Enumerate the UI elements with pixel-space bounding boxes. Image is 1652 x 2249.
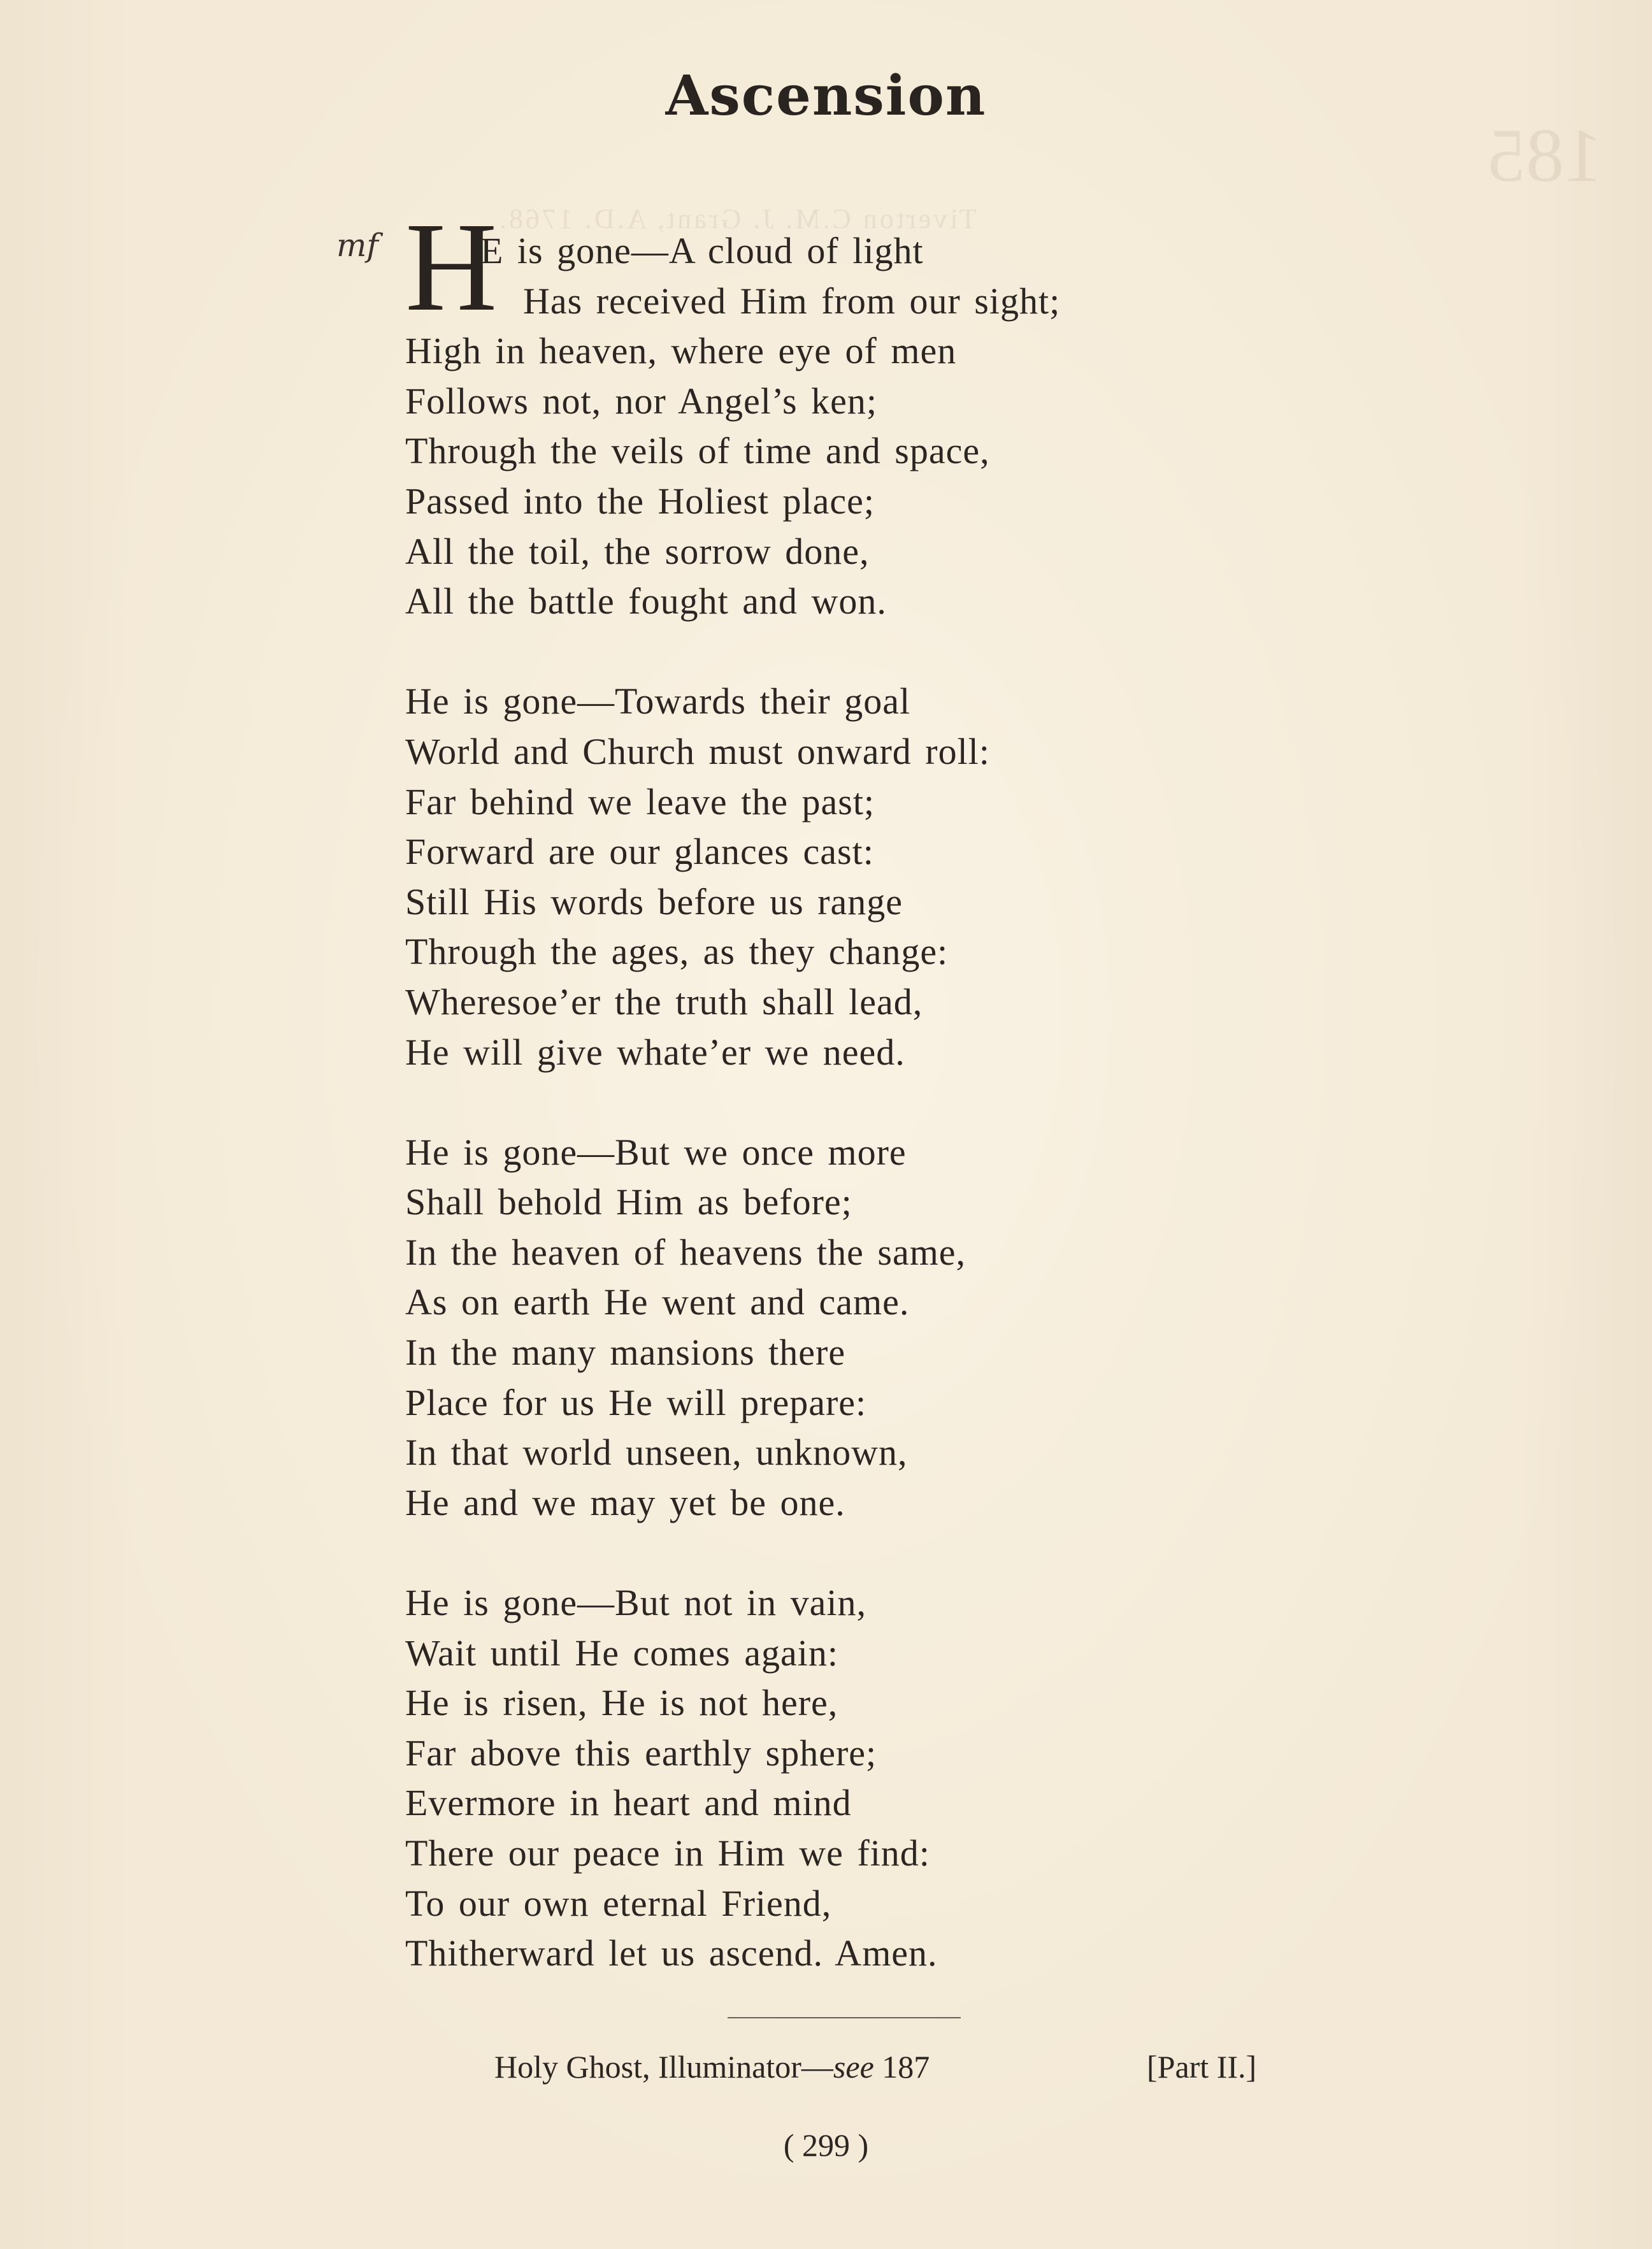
- verse-line: He is gone—But not in vain,: [405, 1582, 866, 1624]
- show-through-line: Tiverton C.M. J. Grant, A.D. 1768.: [497, 203, 977, 234]
- verse-line: E is gone—A cloud of light: [480, 230, 924, 271]
- verse-line: He and we may yet be one.: [405, 1481, 845, 1523]
- stanza-3: [405, 1128, 1297, 1528]
- verse-line: There our peace in Him we find:: [405, 1832, 930, 1874]
- verse-line: In that world unseen, unknown,: [405, 1432, 908, 1474]
- verse-line: Shall behold Him as before;: [405, 1181, 852, 1223]
- verse-line: He is gone—But we once more: [405, 1131, 907, 1173]
- verse-line: Far above this earthly sphere;: [405, 1732, 877, 1774]
- stanza-1: [405, 226, 1297, 627]
- verse-line: To our own eternal Friend,: [405, 1882, 832, 1924]
- verse-line: As on earth He went and came.: [405, 1281, 910, 1323]
- verse-line: Forward are our glances cast:: [405, 831, 874, 873]
- verse-line: Passed into the Holiest place;: [405, 480, 875, 522]
- stanza-2: [405, 677, 1297, 1077]
- verse-line: Far behind we leave the past;: [405, 780, 875, 823]
- verse-line: He is gone—Towards their goal: [405, 680, 911, 722]
- verse-line: All the battle fought and won.: [405, 580, 887, 622]
- cross-reference-see: see: [833, 2049, 874, 2085]
- verse-line: In the many mansions there: [405, 1332, 846, 1374]
- cross-reference: [494, 2048, 930, 2085]
- cross-reference-text: Holy Ghost, Illuminator—: [494, 2049, 833, 2085]
- cross-reference-number: 187: [882, 2049, 930, 2085]
- verse-line: World and Church must onward roll:: [405, 730, 990, 772]
- verse-line: Still His words before us range: [405, 880, 903, 923]
- verse-line: Through the veils of time and space,: [405, 430, 990, 472]
- verse-line: Evermore in heart and mind: [405, 1782, 852, 1824]
- page-title: Ascension: [665, 64, 987, 128]
- verse-line: High in heaven, where eye of men: [405, 330, 957, 372]
- verse-line: Has received Him from our sight;: [523, 280, 1061, 322]
- verse-line: Wait until He comes again:: [405, 1632, 838, 1674]
- stanza-4: [405, 1578, 1297, 1979]
- part-label: [Part II.]: [1147, 2049, 1257, 2085]
- verse-line: He will give whate’er we need.: [405, 1031, 905, 1073]
- verse-line: Through the ages, as they change:: [405, 931, 949, 973]
- verse-line: Place for us He will prepare:: [405, 1381, 867, 1423]
- drop-cap: H: [405, 197, 498, 338]
- page-number: ( 299 ): [783, 2127, 869, 2163]
- dynamic-marking: mf: [336, 227, 378, 264]
- verse-line: Wheresoe’er the truth shall lead,: [405, 981, 923, 1023]
- hymn-text: [405, 226, 1297, 2029]
- verse-line: Follows not, nor Angel’s ken;: [405, 380, 877, 422]
- verse-line: He is risen, He is not here,: [405, 1682, 838, 1724]
- divider-rule: [728, 2017, 961, 2018]
- verse-line: In the heaven of heavens the same,: [405, 1231, 966, 1273]
- verse-line: Thitherward let us ascend. Amen.: [405, 1932, 938, 1974]
- show-through-number: 185: [1488, 113, 1602, 198]
- verse-line: All the toil, the sorrow done,: [405, 530, 870, 572]
